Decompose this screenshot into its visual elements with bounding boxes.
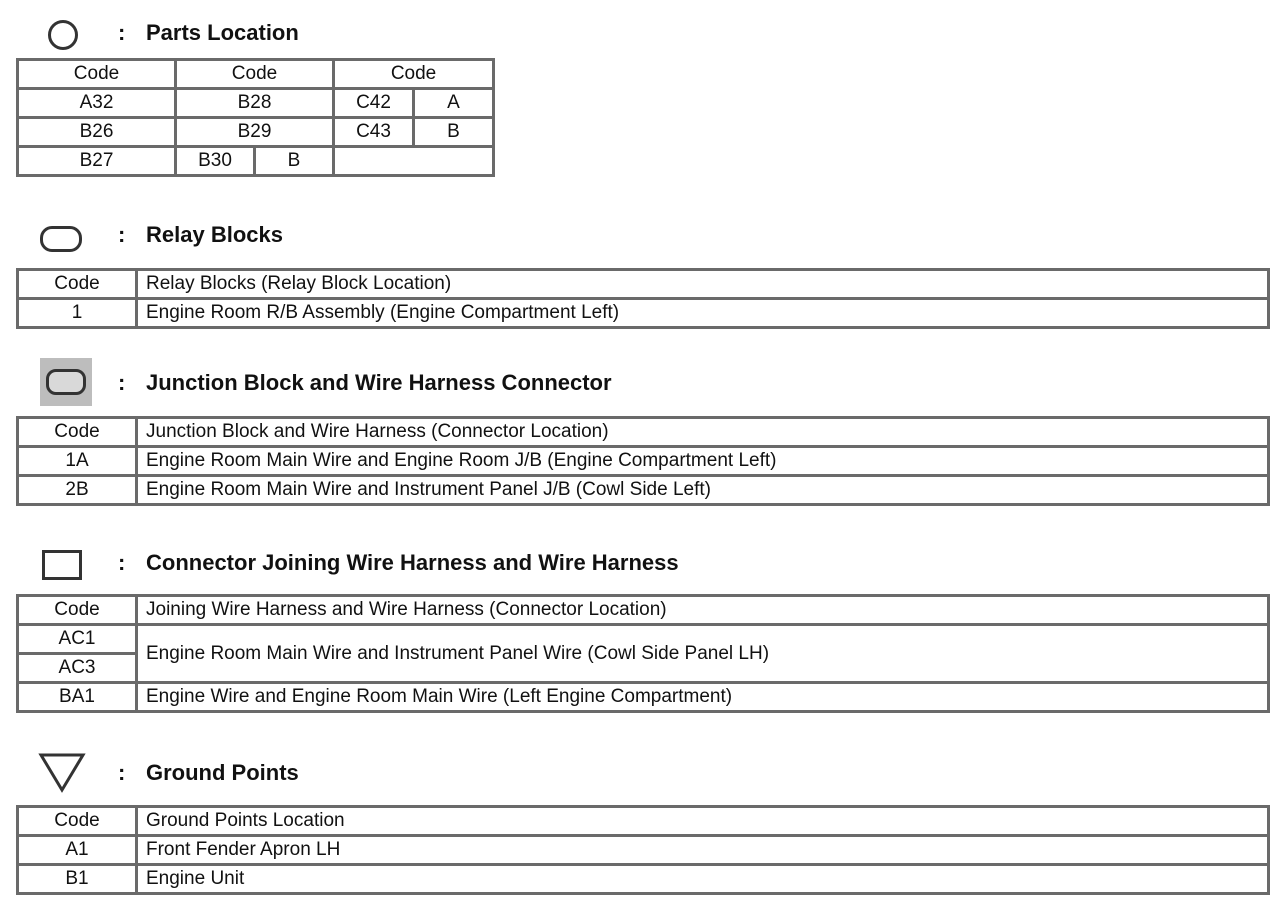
code-cell: A	[414, 89, 494, 118]
description-cell: Engine Wire and Engine Room Main Wire (Left Engine Compartment)	[137, 683, 1269, 712]
relay-blocks-heading	[0, 218, 1280, 258]
table-row	[18, 447, 1269, 476]
code-cell: B29	[176, 118, 334, 147]
table-row	[18, 118, 494, 147]
header-cell: Code	[334, 60, 494, 89]
table-header-row	[18, 60, 494, 89]
table-row	[18, 147, 494, 176]
shaded-oval-icon	[40, 358, 92, 406]
table-row	[18, 683, 1269, 712]
circle-icon	[48, 20, 78, 50]
shaded-oval-icon-inner	[46, 369, 86, 395]
triangle-icon	[38, 752, 86, 794]
colon: :	[118, 760, 126, 785]
table-header-row	[18, 418, 1269, 447]
connector-joining-heading	[0, 544, 1280, 584]
relay-blocks-table	[16, 268, 1270, 329]
table-header-row	[18, 596, 1269, 625]
description-cell: Engine Room R/B Assembly (Engine Compartment Left)	[137, 299, 1269, 328]
description-cell: Engine Room Main Wire and Instrument Panel Wire (Cowl Side Panel LH)	[137, 625, 1269, 683]
parts-location-heading	[0, 14, 1280, 54]
ground-points-heading	[0, 752, 1280, 792]
header-cell: Relay Blocks (Relay Block Location)	[137, 270, 1269, 299]
code-cell: BA1	[18, 683, 137, 712]
header-cell: Code	[18, 596, 137, 625]
colon: :	[118, 222, 126, 247]
section-title: Relay Blocks	[146, 222, 283, 247]
code-cell: B28	[176, 89, 334, 118]
table-row	[18, 865, 1269, 894]
code-cell: 1	[18, 299, 137, 328]
colon: :	[118, 20, 126, 45]
colon: :	[118, 370, 126, 395]
header-cell: Ground Points Location	[137, 807, 1269, 836]
table-row	[18, 89, 494, 118]
header-cell: Code	[18, 418, 137, 447]
code-cell: C42	[334, 89, 414, 118]
header-cell: Joining Wire Harness and Wire Harness (Connector Location)	[137, 596, 1269, 625]
code-cell: AC1	[18, 625, 137, 654]
table-row	[18, 625, 1269, 654]
description-cell: Front Fender Apron LH	[137, 836, 1269, 865]
table-row	[18, 836, 1269, 865]
code-cell: 2B	[18, 476, 137, 505]
table-header-row	[18, 807, 1269, 836]
description-cell: Engine Room Main Wire and Instrument Panel J/B (Cowl Side Left)	[137, 476, 1269, 505]
section-title: Parts Location	[146, 20, 299, 45]
colon: :	[118, 550, 126, 575]
ground-points-table	[16, 805, 1270, 895]
oval-icon	[40, 226, 82, 252]
header-cell: Code	[176, 60, 334, 89]
description-cell: Engine Unit	[137, 865, 1269, 894]
header-cell: Code	[18, 807, 137, 836]
table-header-row	[18, 270, 1269, 299]
code-cell: B	[414, 118, 494, 147]
code-cell: B1	[18, 865, 137, 894]
junction-block-heading	[0, 362, 1280, 402]
section-title: Junction Block and Wire Harness Connector	[146, 370, 612, 395]
header-cell: Junction Block and Wire Harness (Connector Location)	[137, 418, 1269, 447]
code-cell: A32	[18, 89, 176, 118]
empty-cell	[334, 147, 494, 176]
code-cell: B30	[176, 147, 255, 176]
connector-table	[16, 594, 1270, 713]
code-cell: B	[255, 147, 334, 176]
code-cell: AC3	[18, 654, 137, 683]
table-row	[18, 476, 1269, 505]
section-title: Connector Joining Wire Harness and Wire Harness	[146, 550, 679, 575]
code-cell: B26	[18, 118, 176, 147]
junction-block-table	[16, 416, 1270, 506]
header-cell: Code	[18, 60, 176, 89]
code-cell: 1A	[18, 447, 137, 476]
code-cell: C43	[334, 118, 414, 147]
header-cell: Code	[18, 270, 137, 299]
section-title: Ground Points	[146, 760, 299, 785]
rectangle-icon	[42, 550, 82, 580]
parts-location-table	[16, 58, 495, 177]
table-row	[18, 299, 1269, 328]
description-cell: Engine Room Main Wire and Engine Room J/B (Engine Compartment Left)	[137, 447, 1269, 476]
code-cell: A1	[18, 836, 137, 865]
code-cell: B27	[18, 147, 176, 176]
